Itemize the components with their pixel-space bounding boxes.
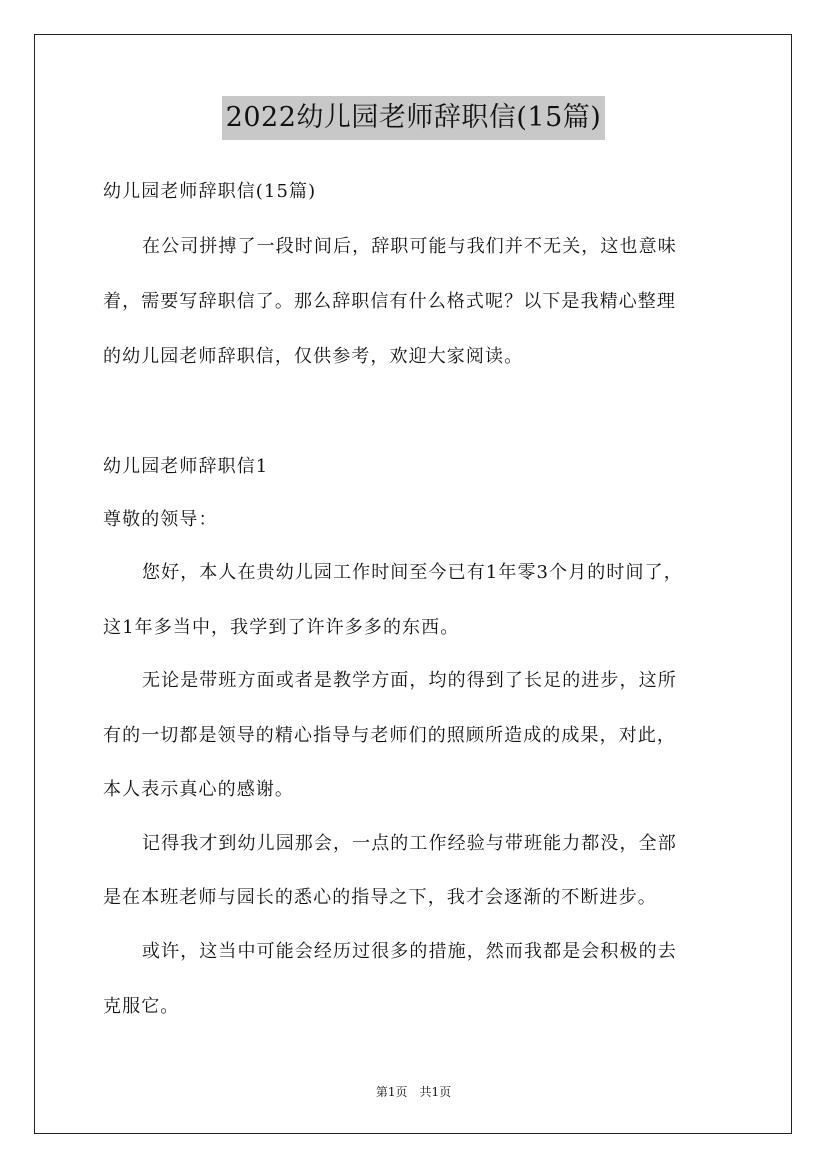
intro-line-1: 在公司拼搏了一段时间后，辞职可能与我们并不无关，这也意味 xyxy=(142,236,677,257)
body-line-9: 克服它。 xyxy=(103,996,180,1017)
body-line-8: 或许，这当中可能会经历过很多的措施，然而我都是会积极的去 xyxy=(142,941,677,962)
intro-line-3: 的幼儿园老师辞职信，仅供参考，欢迎大家阅读。 xyxy=(103,346,524,367)
salutation: 尊敬的领导： xyxy=(103,509,218,530)
body-line-2: 这1年多当中，我学到了许许多多的东西。 xyxy=(103,617,460,638)
page-number-footer: 第1页 共1页 xyxy=(375,1085,452,1099)
body-line-1: 您好，本人在贵幼儿园工作时间至今已有1年零3个月的时间了， xyxy=(142,562,683,583)
body-line-3: 无论是带班方面或者是教学方面，均的得到了长足的进步，这所 xyxy=(142,670,677,691)
document-title: 2022幼儿园老师辞职信(15篇) xyxy=(222,96,606,140)
document-subtitle: 幼儿园老师辞职信(15篇) xyxy=(103,181,317,202)
body-line-6: 记得我才到幼儿园那会，一点的工作经验与带班能力都没，全部 xyxy=(142,833,677,854)
body-line-5: 本人表示真心的感谢。 xyxy=(103,779,294,800)
intro-line-2: 着，需要写辞职信了。那么辞职信有什么格式呢？以下是我精心整理 xyxy=(103,291,676,312)
body-line-7: 是在本班老师与园长的悉心的指导之下，我才会逐渐的不断进步。 xyxy=(103,887,657,908)
title-wrapper xyxy=(0,96,827,140)
letter-heading: 幼儿园老师辞职信1 xyxy=(103,456,269,477)
body-line-4: 有的一切都是领导的精心指导与老师们的照顾所造成的成果，对此， xyxy=(103,725,676,746)
